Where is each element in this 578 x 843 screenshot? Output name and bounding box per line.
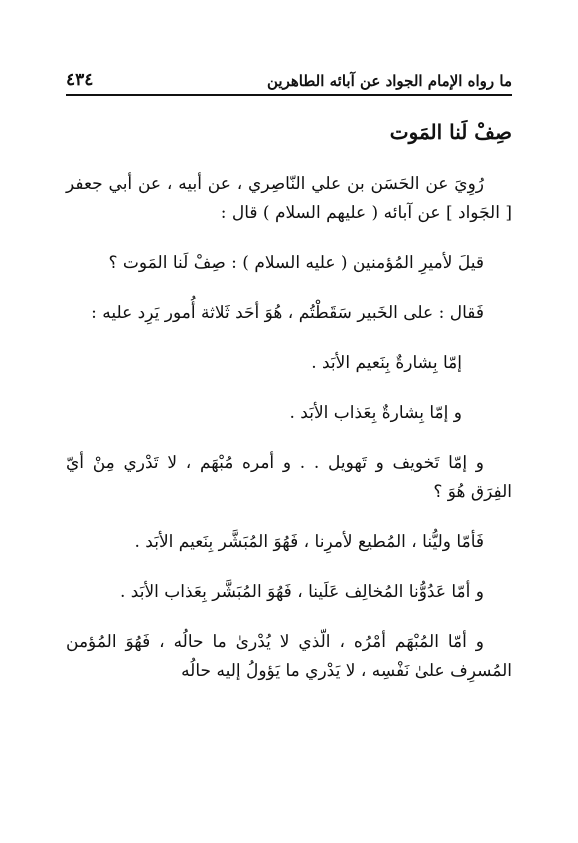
header-rule xyxy=(66,94,512,96)
page-header xyxy=(66,60,512,90)
paragraph-enemy: و أمّا عَدُوُّنا المُخالِف عَلَينا ، فَهُوَ المُبَشَّر بِعَذاب الأبَد . xyxy=(119,582,484,602)
section-title: صِفْ لَنا المَوت xyxy=(389,120,512,144)
paragraph-obedient: فَأمّا وليُّنا ، المُطيع لأمرِنا ، فَهُوَ المُبَشَّر بِنَعيم الأبَد . xyxy=(134,532,484,552)
paragraph-uncertain: و إمّا تَخويف و تَهويل . . و أمره مُبْهَم ، لا تَدْري مِنْ أيّ الفِرَق هُوَ ؟ xyxy=(66,453,512,502)
paragraph-answer: فَقال : على الخَبير سَقَطْتُم ، هُوَ أحَد ثَلاثة أُمور يَرِد عليه : xyxy=(91,303,484,323)
paragraph-punishment: و إمّا بِشارةٌ بِعَذاب الأبَد . xyxy=(289,403,462,423)
paragraph-narration: رُوِيَ عن الحَسَن بن علي النّاصِري ، عن أبيه ، عن أبي جعفر [ الجَواد ] عن آبائه ( عليهم السلام ) قال : xyxy=(66,174,512,223)
page-number: ٤٣٤ xyxy=(66,70,94,90)
paragraph-ambiguous: و أمّا المُبْهَم أمْرُه ، الّذي لا يُدْرىٰ ما حالُه ، فَهُوَ المُؤمن المُسرِف علىٰ نَفْسِه ، لا يَدْري ما يَؤولُ إليه حالُه xyxy=(66,632,512,681)
paragraph-question: قيلَ لأميرِ المُؤمنين ( عليه السلام ) : صِفْ لَنا المَوت ؟ xyxy=(108,253,484,273)
paragraph-glad-tidings: إمّا بِشارةٌ بِنَعيم الأبَد . xyxy=(311,353,462,373)
body-text xyxy=(66,170,512,707)
running-title: ما رواه الإمام الجواد عن آبائه الطاهرين xyxy=(267,72,512,90)
